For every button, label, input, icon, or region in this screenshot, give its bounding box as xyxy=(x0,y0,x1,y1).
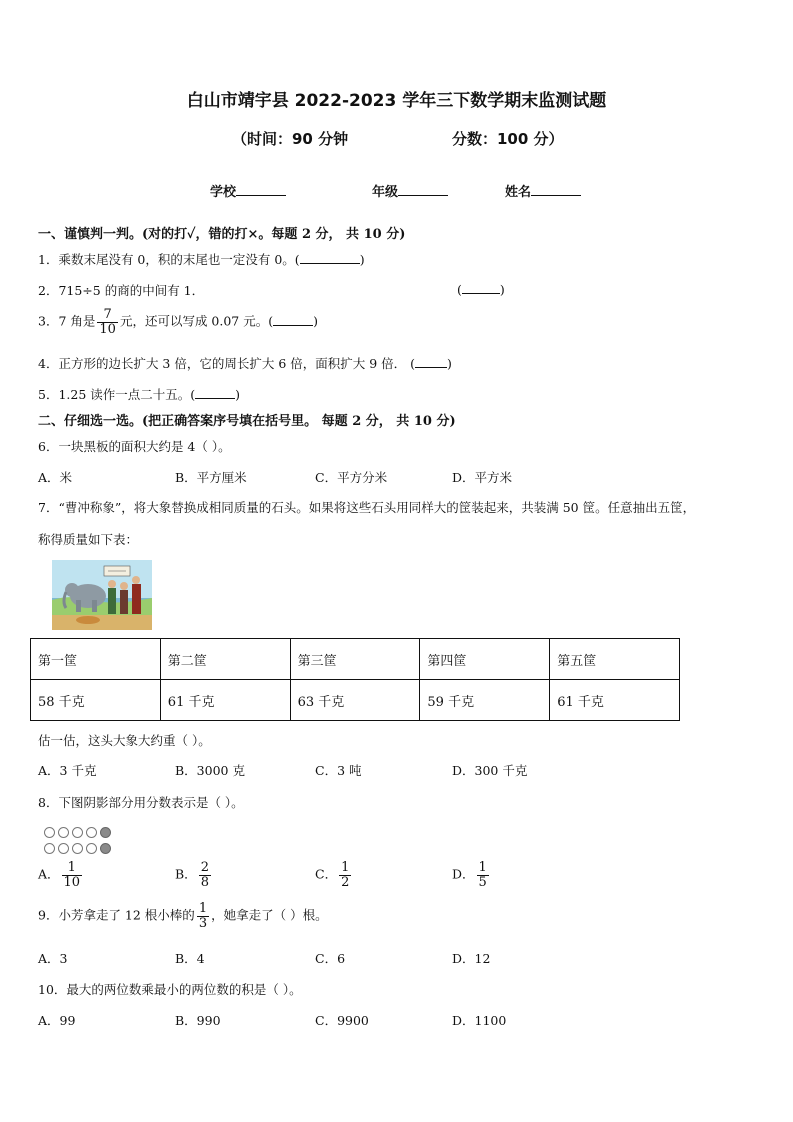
question-7-ask: 估一估，这头大象大约重（ ）。 xyxy=(38,733,211,748)
q9-option-d[interactable]: D．12 xyxy=(452,951,491,966)
shaded-circle-icon xyxy=(100,827,111,838)
fraction-denominator: 3 xyxy=(198,915,208,931)
fraction-numerator: 1 xyxy=(478,860,487,875)
fraction-denominator: 5 xyxy=(478,874,487,890)
page-title: 白山市靖宇县 2022-2023 学年三下数学期末监测试题 xyxy=(186,91,607,111)
question-6: 6．一块黑板的面积大约是 4（ ）。 xyxy=(38,439,231,454)
answer-blank-3[interactable] xyxy=(273,313,313,326)
question-5-close: ) xyxy=(235,387,241,402)
fraction-denominator: 2 xyxy=(341,874,350,890)
table-row xyxy=(31,639,680,680)
question-5-text: 5．1.25 读作一点二十五。( xyxy=(38,387,196,402)
fraction-7-10 xyxy=(97,308,118,336)
q8-option-c[interactable] xyxy=(315,861,353,889)
question-2-close: ) xyxy=(499,282,505,297)
question-4-text: 4．正方形的边长扩大 3 倍，它的周长扩大 6 倍，面积扩大 9 倍． ( xyxy=(38,356,416,371)
q8-option-d[interactable] xyxy=(452,861,491,889)
q10-option-c[interactable]: C．9900 xyxy=(315,1013,369,1028)
grade-blank[interactable] xyxy=(398,183,448,196)
q10-option-b[interactable]: B．990 xyxy=(175,1013,221,1028)
question-2: 2．715÷5 的商的中间有 1． xyxy=(38,283,205,298)
q6-option-d[interactable]: D．平方米 xyxy=(452,470,513,485)
circle-icon xyxy=(72,843,83,854)
question-1 xyxy=(38,250,365,268)
question-9-pre: 9．小芳拿走了 12 根小棒的 xyxy=(38,907,195,923)
school-blank[interactable] xyxy=(236,183,286,196)
q7-option-d[interactable]: D．300 千克 xyxy=(452,763,528,778)
option-letter: A． xyxy=(38,866,60,882)
question-3-post: 元，还可以写成 0.07 元。( xyxy=(119,313,274,329)
option-letter: D． xyxy=(452,866,475,882)
circle-icon xyxy=(58,827,69,838)
circle-figure-row-1 xyxy=(44,825,114,840)
q7-option-a[interactable]: A．3 千克 xyxy=(38,763,97,778)
fraction xyxy=(477,861,489,889)
question-5 xyxy=(38,385,240,403)
shaded-circle-icon xyxy=(100,843,111,854)
table-cell: 63 千克 xyxy=(290,680,420,721)
fraction-numerator: 1 xyxy=(67,860,76,875)
grade-field[interactable] xyxy=(372,181,448,200)
circle-icon xyxy=(44,843,55,854)
option-letter: B． xyxy=(175,866,197,882)
q9-option-c[interactable]: C．6 xyxy=(315,951,346,966)
school-label: 学校 xyxy=(210,185,237,200)
name-label: 姓名 xyxy=(505,185,532,200)
fraction-denominator: 8 xyxy=(200,874,209,890)
answer-blank-5[interactable] xyxy=(195,386,235,399)
fraction-numerator: 1 xyxy=(341,860,350,875)
circle-icon xyxy=(44,827,55,838)
question-4-close: ) xyxy=(447,356,452,371)
q6-option-c[interactable]: C．平方分米 xyxy=(315,470,388,485)
question-3-pre: 3．7 角是 xyxy=(38,313,96,329)
question-7-line1: 7．“曹冲称象”，将大象替换成相同质量的石头。如果将这些石头用同样大的筐装起来，共装满 50 筐。任意抽出五筐， xyxy=(38,500,696,515)
circle-icon xyxy=(58,843,69,854)
table-header-cell: 第一筐 xyxy=(31,639,161,680)
circle-icon xyxy=(86,827,97,838)
question-2-answer xyxy=(457,281,505,297)
exam-time: （时间：90 分钟 xyxy=(232,130,349,148)
question-2-open: ( xyxy=(457,282,462,297)
circle-icon xyxy=(72,827,83,838)
table-row xyxy=(31,680,680,721)
q7-option-b[interactable]: B．3000 克 xyxy=(175,763,245,778)
question-9 xyxy=(38,902,328,930)
fraction-numerator: 7 xyxy=(103,307,112,322)
q7-option-c[interactable]: C．3 吨 xyxy=(315,763,362,778)
fraction xyxy=(62,861,83,889)
circle-icon xyxy=(86,843,97,854)
q10-option-d[interactable]: D．1100 xyxy=(452,1013,507,1028)
question-10: 10．最大的两位数乘最小的两位数的积是（ ）。 xyxy=(38,982,302,997)
fraction xyxy=(339,861,351,889)
name-field[interactable] xyxy=(505,181,581,200)
table-header-cell: 第三筐 xyxy=(290,639,420,680)
exam-score: 分数：100 分） xyxy=(452,130,564,148)
question-8: 8．下图阴影部分用分数表示是（ ）。 xyxy=(38,795,244,810)
q9-option-a[interactable]: A．3 xyxy=(38,951,68,966)
section1-heading: 一、谨慎判一判。(对的打✓，错的打×。每题 2 分， 共 10 分) xyxy=(38,227,406,242)
fraction-denominator: 10 xyxy=(63,874,81,890)
question-7-line2: 称得质量如下表： xyxy=(38,532,139,547)
answer-blank-1[interactable] xyxy=(300,251,360,264)
table-header-cell: 第五筐 xyxy=(550,639,680,680)
cao-chong-elephant-illustration xyxy=(52,560,152,630)
question-4 xyxy=(38,354,452,372)
q10-option-a[interactable]: A．99 xyxy=(38,1013,76,1028)
fraction-numerator: 2 xyxy=(200,860,209,875)
question-3-close: ) xyxy=(313,313,318,329)
fraction-numerator: 1 xyxy=(198,901,208,916)
table-cell: 61 千克 xyxy=(160,680,290,721)
answer-blank-2[interactable] xyxy=(462,281,500,294)
question-1-text: 1．乘数末尾没有 0，积的末尾也一定没有 0。( xyxy=(38,252,300,267)
q6-option-b[interactable]: B．平方厘米 xyxy=(175,470,247,485)
question-1-close: ) xyxy=(359,252,365,267)
section2-heading: 二、仔细选一选。(把正确答案序号填在括号里。 每题 2 分， 共 10 分) xyxy=(38,414,456,429)
table-cell: 61 千克 xyxy=(550,680,680,721)
school-field[interactable] xyxy=(210,181,286,200)
circle-figure-row-2 xyxy=(44,841,114,856)
fraction xyxy=(199,861,211,889)
name-blank[interactable] xyxy=(531,183,581,196)
table-header-cell: 第四筐 xyxy=(420,639,550,680)
grade-label: 年级 xyxy=(372,185,399,200)
option-letter: C． xyxy=(315,866,338,882)
table-cell: 59 千克 xyxy=(420,680,550,721)
fraction-1-3 xyxy=(197,902,209,930)
question-3 xyxy=(38,308,318,336)
q8-option-a[interactable] xyxy=(38,861,84,889)
q8-option-b[interactable] xyxy=(175,861,213,889)
answer-blank-4[interactable] xyxy=(415,355,447,368)
question-9-post: ，她拿走了（ ）根。 xyxy=(211,907,328,923)
q9-option-b[interactable]: B．4 xyxy=(175,951,205,966)
fraction-denominator: 10 xyxy=(99,321,116,337)
q6-option-a[interactable]: A．米 xyxy=(38,470,73,485)
table-header-cell: 第二筐 xyxy=(160,639,290,680)
table-cell: 58 千克 xyxy=(31,680,161,721)
basket-weight-table xyxy=(30,638,680,721)
